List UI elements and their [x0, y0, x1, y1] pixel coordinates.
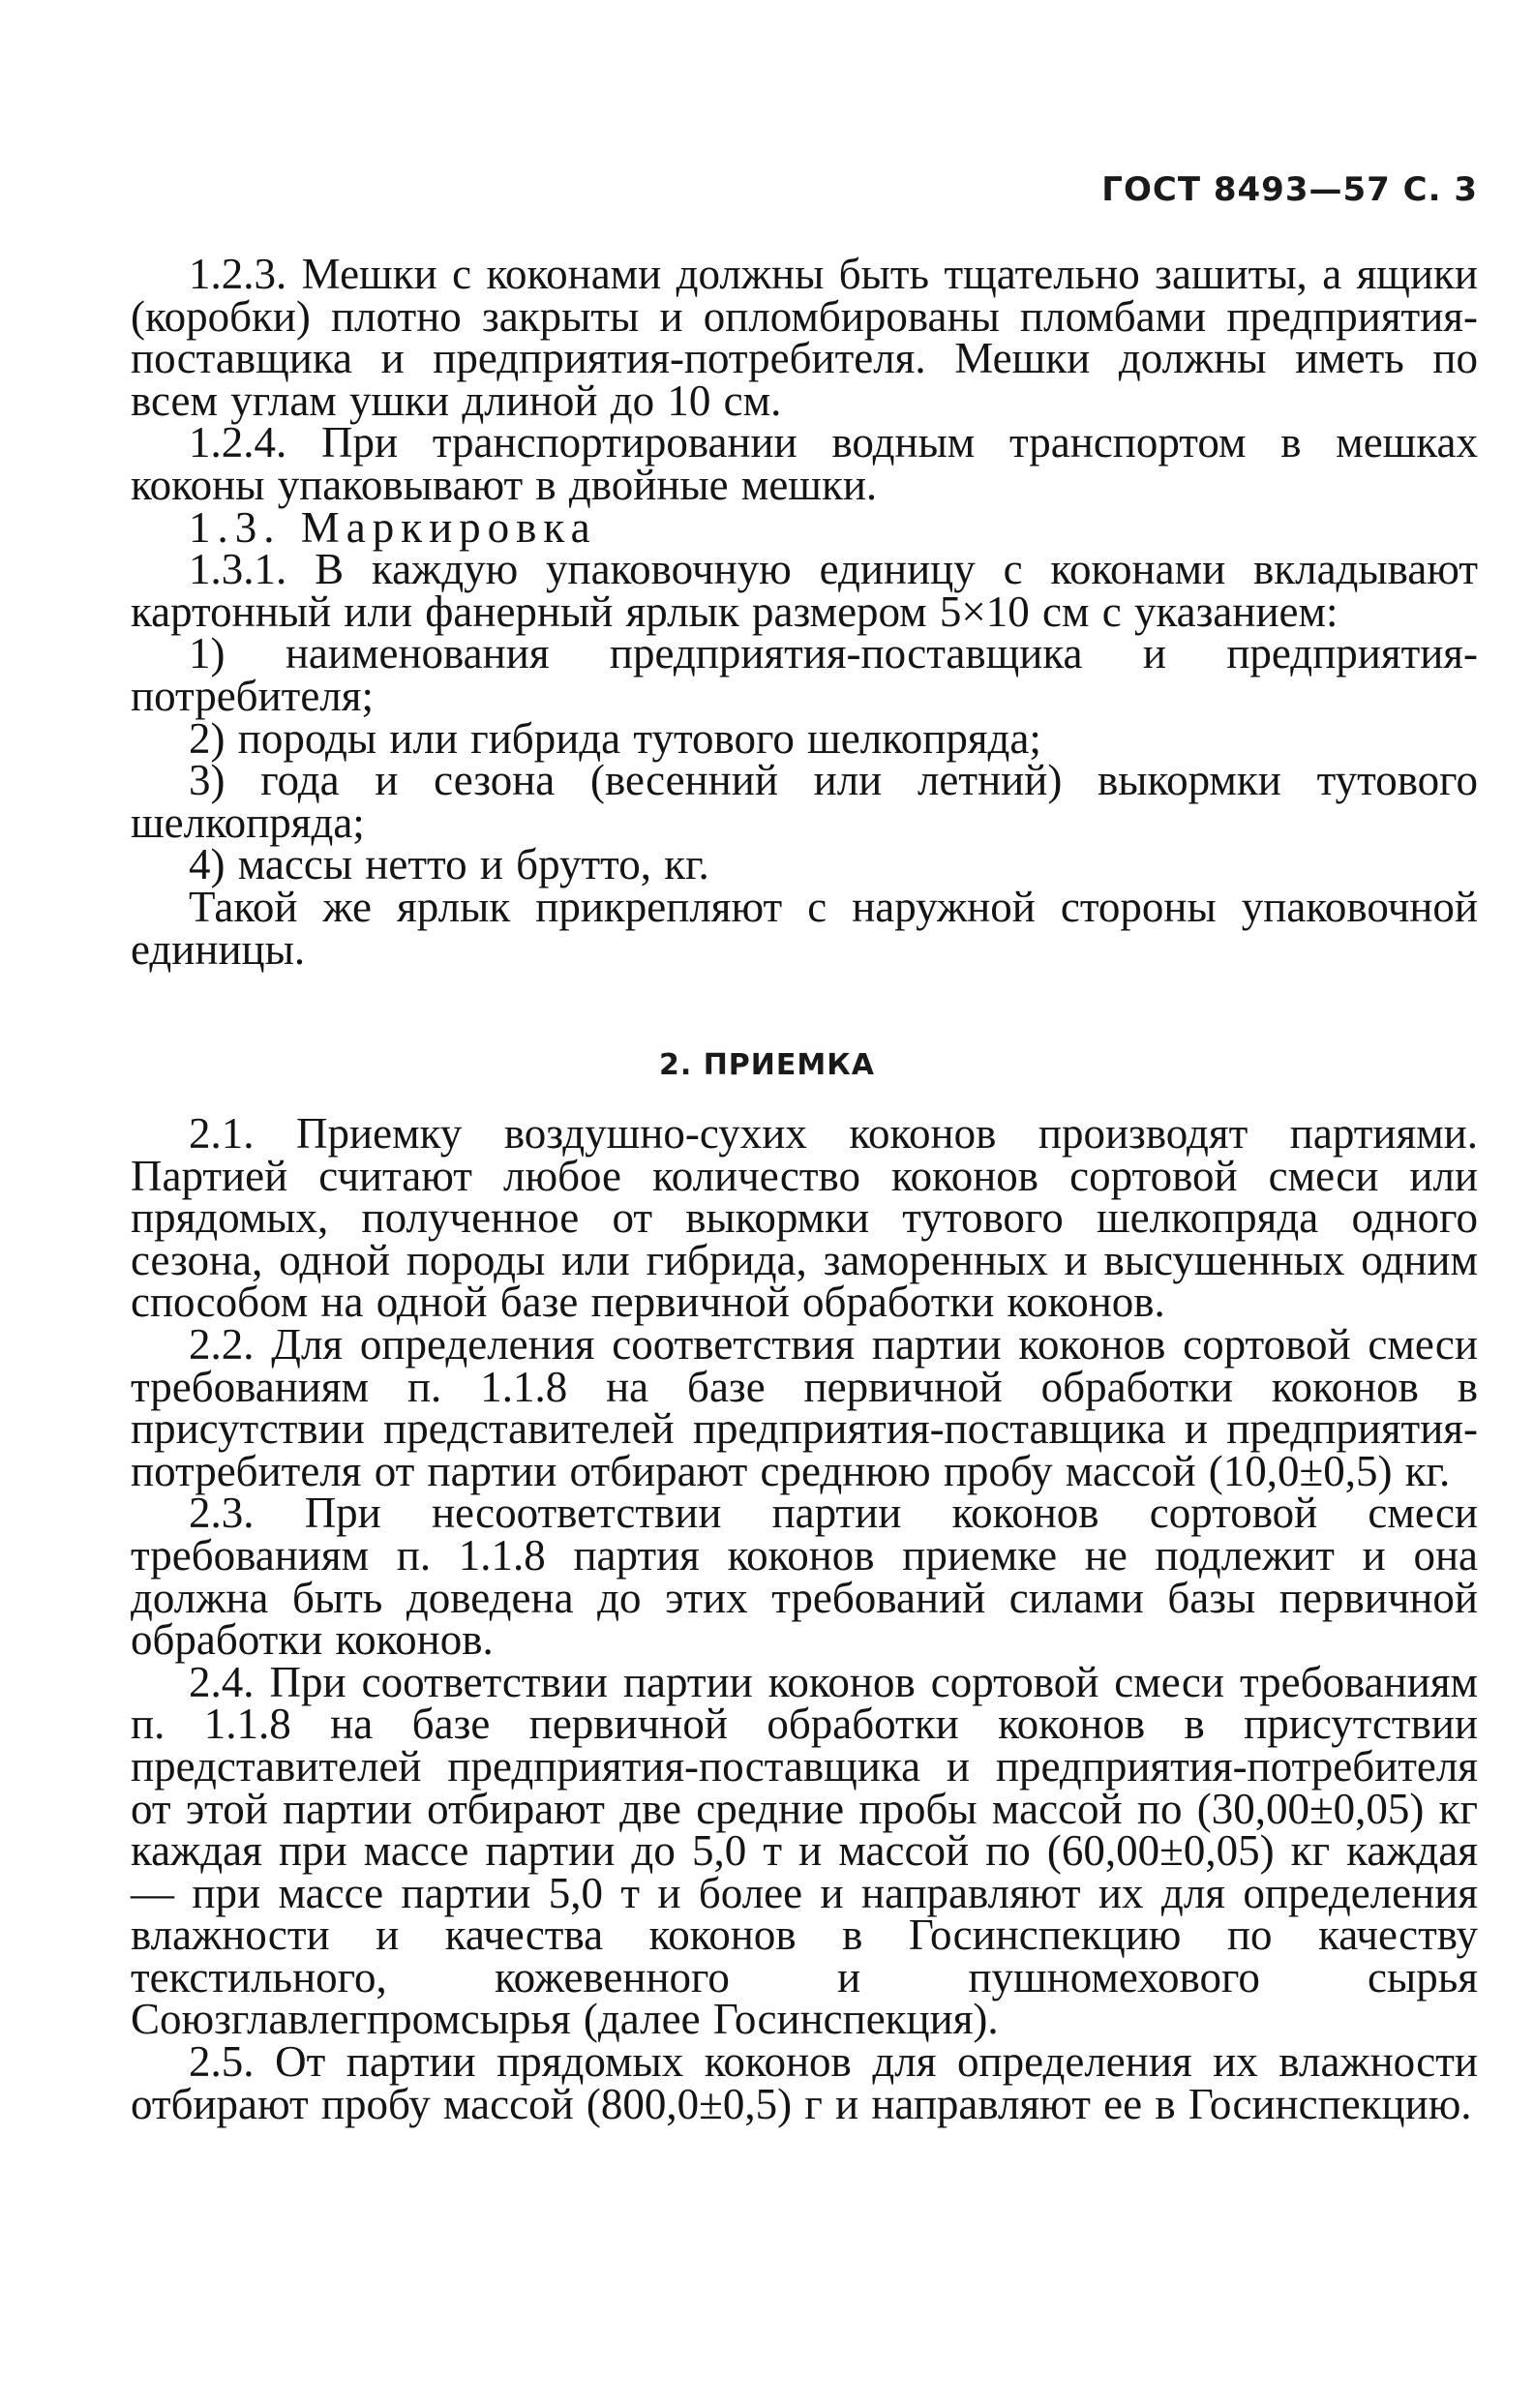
list-item-2: 2) породы или гибрида тутового шелкопряда;	[189, 713, 1041, 763]
list-item-1: 1) наименования предприятия-поставщика и предприятия-потребителя;	[131, 629, 1478, 720]
paragraph-1-2-3: 1.2.3. Мешки с коконами должны быть тщательно зашиты, а ящики (коробки) плотно закрыты и опломбированы пломбами предприятия-поставщика и предприятия-потребителя. Мешки должны иметь по всем углам ушки длиной до 10 см.	[131, 250, 1478, 425]
paragraph-2-5: 2.5. От партии прядомых коконов для определения их влажности отбирают пробу массой (800,0±0,5) г и направляют ее в Госинспекцию.	[131, 2037, 1478, 2128]
list-item-4: 4) массы нетто и брутто, кг.	[189, 840, 709, 889]
paragraph-1-3-1: 1.3.1. В каждую упаковочную единицу с коконами вкладывают картонный или фанерный ярлык размером 5×10 см с указанием:	[131, 545, 1478, 636]
paragraph-1-2-4: 1.2.4. При транспортировании водным транспортом в мешках коконы упаковывают в двойные мешки.	[131, 418, 1478, 509]
label-placement-paragraph: Такой же ярлык прикрепляют с наружной стороны упаковочной единицы.	[131, 882, 1478, 974]
section-2-text	[131, 1109, 1478, 2128]
subsection-heading-marking: 1.3. Маркировка	[189, 502, 597, 552]
list-item-3: 3) года и сезона (весенний или летний) выкормки тутового шелкопряда;	[131, 756, 1478, 847]
section-title-acceptance: 2. ПРИЕМКА	[658, 1048, 875, 1082]
paragraph-2-2: 2.2. Для определения соответствия партии коконов сортовой смеси требованиям п. 1.1.8 на базе первичной обработки коконов в присутствии представителей предприятия-поставщика и предприятия-потребителя от партии отбирают среднюю пробу массой (10,0±0,5) кг.	[131, 1319, 1478, 1495]
running-header: ГОСТ 8493—57 С. 3	[1101, 170, 1478, 209]
paragraph-2-3: 2.3. При несоответствии партии коконов сортовой смеси требованиям п. 1.1.8 партия коконов приемке не подлежит и она должна быть доведена до этих требований силами базы первичной обработки коконов.	[131, 1489, 1478, 1665]
section-1-text	[131, 250, 1478, 974]
paragraph-2-4: 2.4. При соответствии партии коконов сортовой смеси требованиям п. 1.1.8 на базе первичной обработки коконов в присутствии представителей предприятия-поставщика и предприятия-потребителя от этой партии отбирают две средние пробы массой по (30,00±0,05) кг каждая при массе партии до 5,0 т и массой по (60,00±0,05) кг каждая — при массе партии 5,0 т и более и направляют их для определения влажности и качества коконов в Госинспекцию по качеству текстильного, кожевенного и пушномехового сырья Союзглавлегпромсырья (далее Госинспекция).	[131, 1657, 1478, 2044]
paragraph-2-1: 2.1. Приемку воздушно-сухих коконов производят партиями. Партией считают любое количество коконов сортовой смеси или прядомых, полученное от выкормки тутового шелкопряда одного сезона, одной породы или гибрида, заморенных и высушенных одним способом на одной базе первичной обработки коконов.	[131, 1109, 1478, 1327]
